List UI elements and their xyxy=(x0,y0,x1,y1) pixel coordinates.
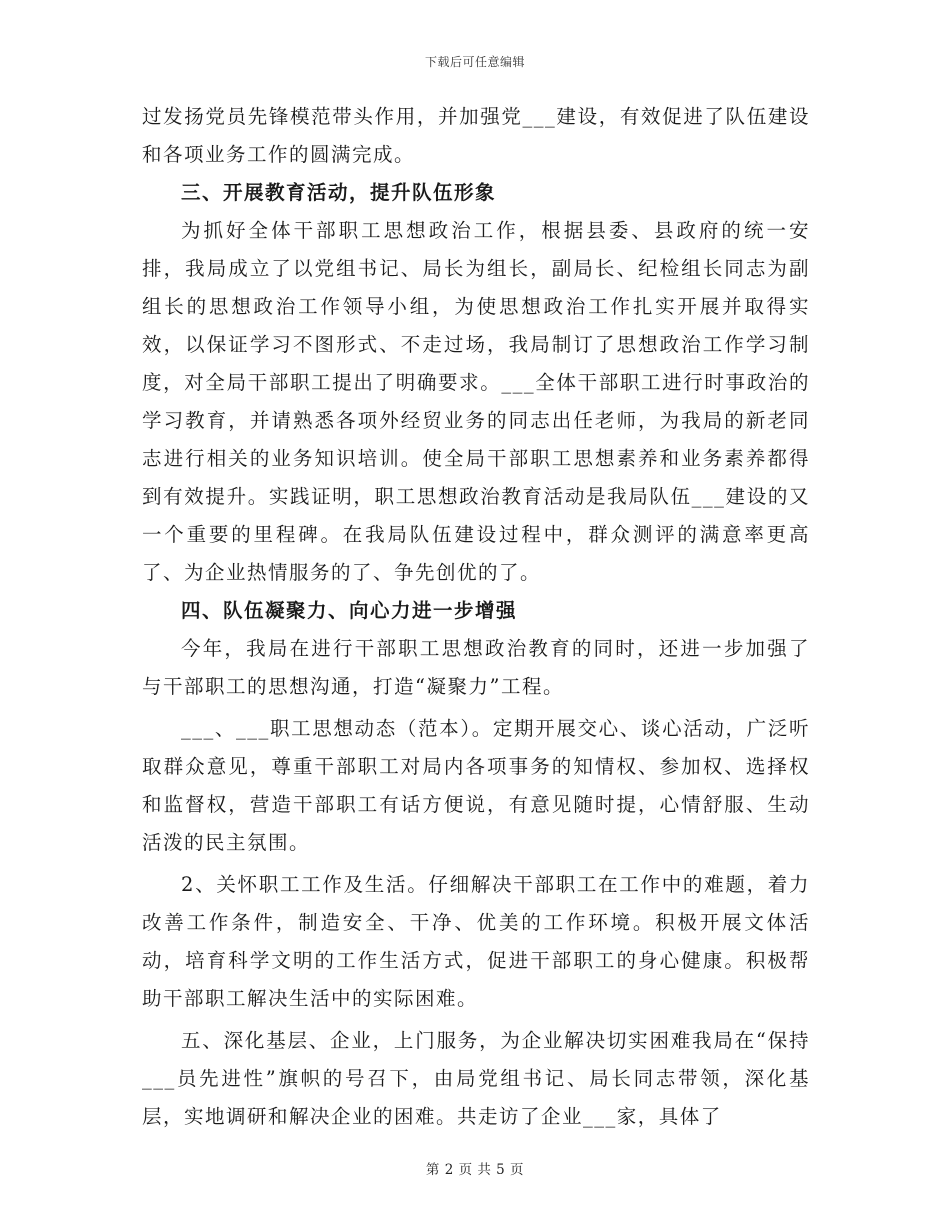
paragraph-item-1: ___、___职工思想动态（范本）。定期开展交心、谈心活动，广泛听取群众意见，尊重干部职工对局内各项事务的知情权、参加权、选择权和监督权，营造干部职工有话方便说，有意见随时提，心情舒服、生动活泼的民主氛围。 xyxy=(142,717,810,854)
paragraph-education: 为抓好全体干部职工思想政治工作，根据县委、县政府的统一安排，我局成立了以党组书记、局长为组长，副局长、纪检组长同志为副组长的思想政治工作领导小组，为使思想政治工作扎实开展并取得实效，以保证学习不图形式、不走过场，我局制订了思想政治工作学习制度，对全局干部职工提出了明确要求。___全体干部职工进行时事政治的学习教育，并请熟悉各项外经贸业务的同志出任老师，为我局的新老同志进行相关的业务知识培训。使全局干部职工思想素养和业务素养都得到有效提升。实践证明，职工思想政治教育活动是我局队伍___建设的又一个重要的里程碑。在我局队伍建设过程中，群众测评的满意率更高了、为企业热情服务的了、争先创优的了。 xyxy=(142,219,810,584)
section-heading-4: 四、队伍凝聚力、向心力进一步增强 xyxy=(181,599,518,622)
page-header: 下载后可任意编辑 xyxy=(424,55,525,69)
section-heading-3: 三、开展教育活动，提升队伍形象 xyxy=(181,181,497,204)
paragraph-item-2: 2、关怀职工工作及生活。仔细解决干部职工在工作中的难题，着力改善工作条件，制造安全、干净、优美的工作环境。积极开展文体活动，培育科学文明的工作生活方式，促进干部职工的身心健康。积极帮助干部职工解决生活中的实际困难。 xyxy=(142,873,810,1010)
paragraph-section-5: 五、深化基层、企业，上门服务，为企业解决切实困难我局在“保持___员先进性”旗帜的号召下，由局党组书记、局长同志带领，深化基层，实地调研和解决企业的困难。共走访了企业___家，具体了 xyxy=(142,1029,810,1128)
document-body xyxy=(142,98,810,1136)
page-number: 第 2 页 共 5 页 xyxy=(425,1162,525,1178)
paragraph-continuation: 过发扬党员先锋模范带头作用，并加强党___建设，有效促进了队伍建设和各项业务工作的圆满完成。 xyxy=(142,105,810,166)
paragraph-cohesion: 今年，我局在进行干部职工思想政治教育的同时，还进一步加强了与干部职工的思想沟通，打造“凝聚力”工程。 xyxy=(142,637,810,698)
